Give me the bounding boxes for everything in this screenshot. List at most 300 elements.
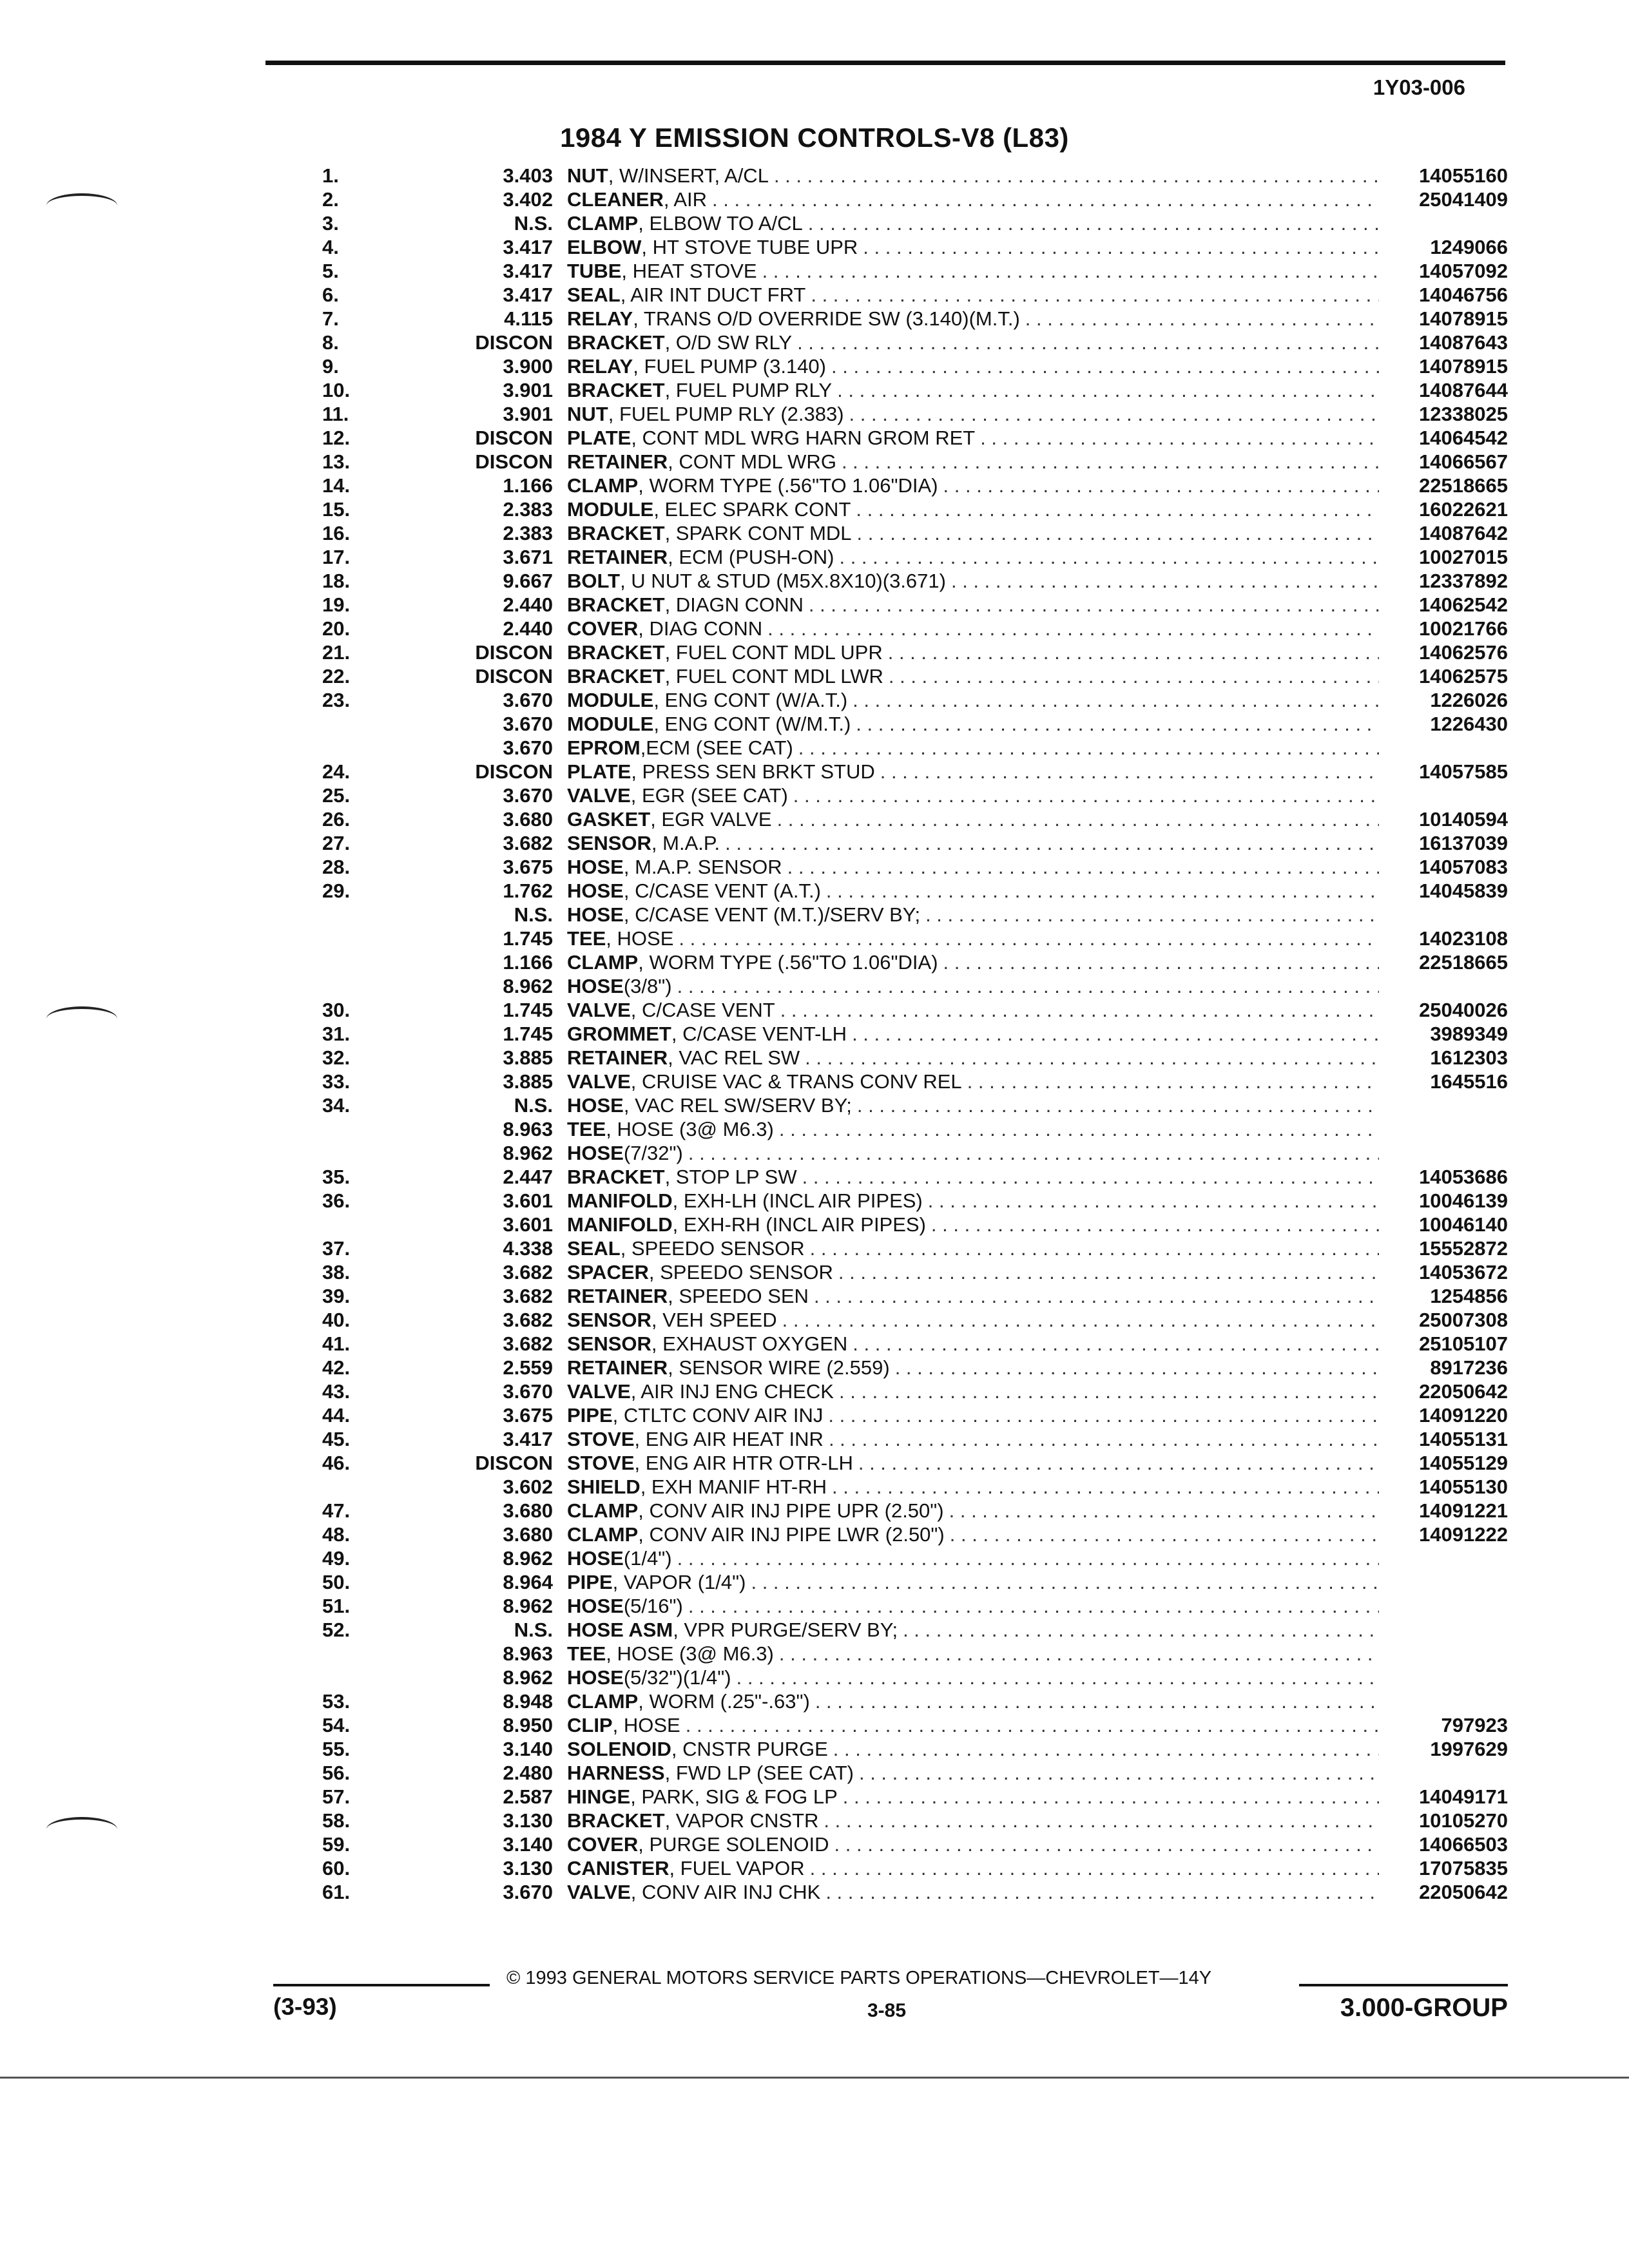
group-number: N.S. — [514, 1094, 553, 1117]
part-description — [567, 211, 1379, 235]
part-name: HOSE — [567, 1094, 624, 1117]
part-description — [567, 331, 1379, 354]
part-name: BRACKET — [567, 1166, 665, 1188]
part-name: GROMMET — [567, 1023, 671, 1045]
group-number: 3.140 — [503, 1738, 553, 1760]
table-row — [271, 617, 1508, 640]
part-detail: , HOSE — [606, 927, 674, 950]
item-number: 61. — [322, 1881, 351, 1903]
part-description — [567, 1427, 1379, 1451]
group-number: 4.115 — [504, 307, 553, 330]
table-row — [271, 521, 1508, 545]
group-number: 3.130 — [503, 1809, 553, 1832]
part-name: MANIFOLD — [567, 1189, 673, 1212]
part-detail: , FWD LP (SEE CAT) — [664, 1762, 854, 1784]
table-row — [271, 974, 1508, 998]
group-number: 3.403 — [503, 164, 553, 187]
part-name: GASKET — [567, 808, 651, 831]
part-description — [567, 1403, 1379, 1427]
part-detail: , WORM TYPE (.56"TO 1.06"DIA) — [638, 474, 938, 497]
item-number: 27. — [322, 832, 351, 854]
item-number: 1. — [322, 164, 339, 187]
part-detail: , CONV AIR INJ PIPE LWR (2.50") — [638, 1523, 945, 1546]
part-detail: , FUEL VAPOR — [669, 1857, 805, 1879]
part-detail: , O/D SW RLY — [664, 331, 793, 354]
part-number: 14078915 — [1419, 307, 1508, 330]
part-number: 14087643 — [1419, 331, 1508, 354]
table-row — [271, 927, 1508, 950]
part-name: BRACKET — [567, 665, 665, 687]
part-detail: , CONV AIR INJ CHK — [630, 1881, 821, 1903]
item-number: 57. — [322, 1785, 351, 1808]
part-description — [567, 283, 1379, 307]
part-name: CLAMP — [567, 1690, 639, 1713]
part-description — [567, 1260, 1379, 1284]
part-description — [567, 164, 1379, 187]
table-row — [271, 354, 1508, 378]
part-name: BOLT — [567, 570, 621, 592]
footer-rule-left — [273, 1984, 490, 1986]
part-number: 22050642 — [1419, 1380, 1508, 1403]
table-row — [271, 664, 1508, 688]
page-number: 3-85 — [867, 2000, 907, 2021]
item-number: 35. — [322, 1166, 351, 1188]
part-description — [567, 1308, 1379, 1332]
part-name: HINGE — [567, 1785, 631, 1808]
table-row — [271, 640, 1508, 664]
table-row — [271, 1689, 1508, 1713]
group-number: 3.675 — [503, 1404, 553, 1427]
group-number: 3.602 — [503, 1475, 553, 1498]
part-name: SENSOR — [567, 1309, 651, 1331]
part-detail: , HOSE (3@ M6.3) — [606, 1642, 774, 1665]
part-description — [567, 1189, 1379, 1213]
table-row — [271, 1832, 1508, 1856]
item-number: 10. — [322, 379, 351, 401]
table-row — [271, 1499, 1508, 1523]
group-number: 2.440 — [503, 617, 553, 640]
group-number: 8.962 — [503, 1547, 553, 1570]
part-description — [567, 998, 1379, 1022]
part-detail: , WORM (.25"-.63") — [638, 1690, 810, 1713]
table-row — [271, 211, 1508, 235]
item-number: 19. — [322, 593, 351, 616]
group-number: 3.885 — [503, 1070, 553, 1093]
margin-mark — [46, 1006, 117, 1031]
group-number: 2.447 — [503, 1166, 553, 1188]
table-row — [271, 1570, 1508, 1594]
item-number: 55. — [322, 1738, 351, 1760]
part-detail: , AIR INT DUCT FRT — [620, 284, 806, 306]
part-number: 14062575 — [1419, 665, 1508, 687]
part-description — [567, 1856, 1379, 1880]
part-description — [567, 259, 1379, 283]
table-row — [271, 760, 1508, 783]
part-name: TEE — [567, 1642, 606, 1665]
part-detail: , W/INSERT, A/CL — [608, 164, 769, 187]
part-detail: , SPEEDO SENSOR — [648, 1261, 833, 1283]
group-number: 8.962 — [503, 1666, 553, 1689]
part-name: BRACKET — [567, 1809, 665, 1832]
part-number: 14091221 — [1419, 1499, 1508, 1522]
group-number: 2.480 — [503, 1762, 553, 1784]
item-number: 18. — [322, 570, 351, 592]
part-detail: , FUEL CONT MDL UPR — [664, 641, 883, 664]
group-number: 3.682 — [503, 1332, 553, 1355]
part-detail: , PURGE SOLENOID — [638, 1833, 829, 1856]
item-number: 24. — [322, 760, 351, 783]
part-detail: (5/32")(1/4") — [623, 1666, 731, 1689]
table-row — [271, 1856, 1508, 1880]
part-detail: , DIAG CONN — [638, 617, 763, 640]
margin-mark — [46, 193, 117, 218]
part-name: PIPE — [567, 1571, 613, 1593]
part-detail: , EXH-LH (INCL AIR PIPES) — [672, 1189, 923, 1212]
table-row — [271, 1332, 1508, 1356]
part-number: 1249066 — [1430, 236, 1508, 258]
part-description — [567, 1475, 1379, 1499]
part-detail: , C/CASE VENT (M.T.)/SERV BY; — [623, 903, 921, 926]
item-number: 12. — [322, 427, 351, 449]
part-detail: , CNSTR PURGE — [671, 1738, 828, 1760]
table-row — [271, 1451, 1508, 1475]
table-row — [271, 593, 1508, 617]
part-description — [567, 1546, 1379, 1570]
table-row — [271, 164, 1508, 187]
part-detail: , M.A.P. SENSOR — [623, 856, 782, 878]
item-number: 28. — [322, 856, 351, 878]
part-name: VALVE — [567, 1380, 631, 1403]
part-detail: , VAC REL SW/SERV BY; — [623, 1094, 852, 1117]
part-detail: , FUEL PUMP RLY — [664, 379, 833, 401]
part-description — [567, 1141, 1379, 1165]
part-detail: , HT STOVE TUBE UPR — [641, 236, 858, 258]
part-detail: , HEAT STOVE — [621, 260, 757, 282]
group-number: 3.671 — [503, 546, 553, 568]
item-number: 48. — [322, 1523, 351, 1546]
part-name: EPROM — [567, 736, 641, 759]
group-number: 3.417 — [503, 236, 553, 258]
item-number: 31. — [322, 1023, 351, 1045]
part-detail: , ECM (PUSH-ON) — [668, 546, 834, 568]
part-description — [567, 1451, 1379, 1475]
table-row — [271, 1070, 1508, 1093]
part-detail: , CONT MDL WRG HARN GROM RET — [631, 427, 976, 449]
table-row — [271, 187, 1508, 211]
part-detail: , SENSOR WIRE (2.559) — [668, 1356, 890, 1379]
part-name: VALVE — [567, 999, 631, 1021]
part-description — [567, 1642, 1379, 1666]
group-number: 3.682 — [503, 1285, 553, 1307]
part-number: 17075835 — [1419, 1857, 1508, 1879]
table-row — [271, 1642, 1508, 1666]
part-detail: , WORM TYPE (.56"TO 1.06"DIA) — [638, 951, 938, 974]
part-detail: , VAPOR (1/4") — [612, 1571, 746, 1593]
part-name: RELAY — [567, 355, 633, 378]
part-number: 10027015 — [1419, 546, 1508, 568]
part-name: VALVE — [567, 784, 631, 807]
group-number: 2.383 — [503, 522, 553, 544]
part-number: 14045839 — [1419, 879, 1508, 902]
part-name: COVER — [567, 1833, 639, 1856]
part-description — [567, 1594, 1379, 1618]
group-number: 3.682 — [503, 832, 553, 854]
part-name: PLATE — [567, 760, 631, 783]
group-number: 3.680 — [503, 808, 553, 831]
part-name: RETAINER — [567, 1285, 668, 1307]
item-number: 32. — [322, 1046, 351, 1069]
part-name: CLAMP — [567, 474, 639, 497]
part-detail: , FUEL CONT MDL LWR — [664, 665, 883, 687]
item-number: 21. — [322, 641, 351, 664]
part-number: 14057083 — [1419, 856, 1508, 878]
item-number: 15. — [322, 498, 351, 521]
group-number: 2.587 — [503, 1785, 553, 1808]
part-number: 1226430 — [1430, 713, 1508, 735]
group-number: 3.417 — [503, 260, 553, 282]
part-detail: , U NUT & STUD (M5X.8X10)(3.671) — [620, 570, 946, 592]
part-description — [567, 1165, 1379, 1189]
part-number: 14087642 — [1419, 522, 1508, 544]
part-detail: , CRUISE VAC & TRANS CONV REL — [630, 1070, 962, 1093]
part-name: CLAMP — [567, 1523, 639, 1546]
item-number: 23. — [322, 689, 351, 711]
part-name: CLAMP — [567, 212, 639, 235]
part-name: MODULE — [567, 689, 654, 711]
part-number: 14049171 — [1419, 1785, 1508, 1808]
part-description — [567, 426, 1379, 450]
part-name: NUT — [567, 403, 608, 425]
part-number: 14057092 — [1419, 260, 1508, 282]
part-number: 14091220 — [1419, 1404, 1508, 1427]
part-detail: (1/4") — [623, 1547, 672, 1570]
table-row — [271, 1213, 1508, 1236]
item-number: 45. — [322, 1428, 351, 1450]
part-description — [567, 1666, 1379, 1689]
item-number: 60. — [322, 1857, 351, 1879]
table-row — [271, 545, 1508, 569]
part-description — [567, 712, 1379, 736]
group-number: 8.962 — [503, 1595, 553, 1617]
part-name: HOSE — [567, 1142, 624, 1164]
part-number: 3989349 — [1430, 1023, 1508, 1045]
table-row — [271, 1761, 1508, 1785]
part-name: STOVE — [567, 1428, 635, 1450]
part-name: HOSE — [567, 1547, 624, 1570]
part-name: HOSE — [567, 879, 624, 902]
part-number: 14055160 — [1419, 164, 1508, 187]
table-row — [271, 1022, 1508, 1046]
table-row — [271, 1189, 1508, 1213]
item-number: 50. — [322, 1571, 351, 1593]
part-detail: , VAPOR CNSTR — [664, 1809, 819, 1832]
part-description — [567, 1713, 1379, 1737]
part-description — [567, 783, 1379, 807]
item-number: 59. — [322, 1833, 351, 1856]
table-row — [271, 235, 1508, 259]
group-number: 3.675 — [503, 856, 553, 878]
group-number: 3.601 — [503, 1189, 553, 1212]
part-number: 12338025 — [1419, 403, 1508, 425]
page-title: 1984 Y EMISSION CONTROLS-V8 (L83) — [560, 122, 1069, 153]
item-number: 7. — [322, 307, 339, 330]
part-description — [567, 617, 1379, 640]
table-row — [271, 307, 1508, 331]
table-row — [271, 1737, 1508, 1761]
group-number: 1.745 — [503, 1023, 553, 1045]
part-number: 10140594 — [1419, 808, 1508, 831]
table-row — [271, 1141, 1508, 1165]
part-name: SENSOR — [567, 1332, 651, 1355]
item-number: 51. — [322, 1595, 351, 1617]
part-description — [567, 402, 1379, 426]
part-number: 16137039 — [1419, 832, 1508, 854]
part-description — [567, 593, 1379, 617]
group-number: DISCON — [475, 1452, 553, 1474]
part-description — [567, 1356, 1379, 1379]
item-number: 40. — [322, 1309, 351, 1331]
table-row — [271, 807, 1508, 831]
part-description — [567, 1236, 1379, 1260]
part-number: 14091222 — [1419, 1523, 1508, 1546]
table-row — [271, 1379, 1508, 1403]
group-label: 3.000-GROUP — [1340, 1994, 1508, 2022]
part-name: PIPE — [567, 1404, 613, 1427]
part-name: TEE — [567, 1118, 606, 1140]
part-number: 14066503 — [1419, 1833, 1508, 1856]
group-number: 3.682 — [503, 1261, 553, 1283]
part-detail: , EXH MANIF HT-RH — [640, 1475, 827, 1498]
item-number: 39. — [322, 1285, 351, 1307]
part-description — [567, 521, 1379, 545]
part-name: BRACKET — [567, 641, 665, 664]
part-name: NUT — [567, 164, 608, 187]
part-detail: , C/CASE VENT-LH — [671, 1023, 847, 1045]
item-number: 13. — [322, 450, 351, 473]
part-name: SEAL — [567, 1237, 621, 1260]
part-name: CLEANER — [567, 188, 664, 211]
item-number: 6. — [322, 284, 339, 306]
group-number: 3.670 — [503, 713, 553, 735]
part-name: BRACKET — [567, 379, 665, 401]
group-number: 2.383 — [503, 498, 553, 521]
part-detail: , SPEEDO SENSOR — [620, 1237, 805, 1260]
part-description — [567, 497, 1379, 521]
part-name: BRACKET — [567, 522, 665, 544]
group-number: 3.901 — [503, 379, 553, 401]
part-name: HOSE ASM — [567, 1619, 673, 1641]
part-detail: , FUEL PUMP RLY (2.383) — [608, 403, 844, 425]
group-number: 1.745 — [503, 927, 553, 950]
table-row — [271, 283, 1508, 307]
part-name: HOSE — [567, 975, 624, 997]
table-row — [271, 426, 1508, 450]
part-name: HOSE — [567, 856, 624, 878]
table-row — [271, 569, 1508, 593]
table-row — [271, 378, 1508, 402]
group-number: 1.166 — [503, 951, 553, 974]
group-number: DISCON — [475, 450, 553, 473]
part-name: CANISTER — [567, 1857, 670, 1879]
table-row — [271, 497, 1508, 521]
part-detail: , M.A.P. — [651, 832, 720, 854]
page-code: 1Y03-006 — [1373, 75, 1465, 99]
part-name: SHIELD — [567, 1475, 641, 1498]
part-name: CLAMP — [567, 1499, 639, 1522]
item-number: 44. — [322, 1404, 351, 1427]
part-detail: , ELEC SPARK CONT — [653, 498, 851, 521]
group-number: 3.680 — [503, 1523, 553, 1546]
table-row — [271, 1427, 1508, 1451]
part-description — [567, 640, 1379, 664]
part-name: RELAY — [567, 307, 633, 330]
part-number: 25040026 — [1419, 999, 1508, 1021]
part-name: SENSOR — [567, 832, 651, 854]
part-detail: , PARK, SIG & FOG LP — [630, 1785, 838, 1808]
part-description — [567, 927, 1379, 950]
item-number: 41. — [322, 1332, 351, 1355]
part-description — [567, 1499, 1379, 1523]
part-name: TEE — [567, 927, 606, 950]
group-number: 4.338 — [503, 1237, 553, 1260]
part-description — [567, 545, 1379, 569]
table-row — [271, 736, 1508, 760]
item-number: 4. — [322, 236, 339, 258]
part-name: SPACER — [567, 1261, 649, 1283]
table-row — [271, 855, 1508, 879]
part-name: HOSE — [567, 903, 624, 926]
bottom-rule — [0, 2077, 1629, 2079]
part-description — [567, 1117, 1379, 1141]
part-description — [567, 1832, 1379, 1856]
group-number: 8.963 — [503, 1642, 553, 1665]
part-detail: , HOSE (3@ M6.3) — [606, 1118, 774, 1140]
part-description — [567, 1618, 1379, 1642]
part-detail: , HOSE — [612, 1714, 680, 1736]
item-number: 54. — [322, 1714, 351, 1736]
part-detail: , FUEL PUMP (3.140) — [633, 355, 826, 378]
item-number: 58. — [322, 1809, 351, 1832]
group-number: 8.962 — [503, 1142, 553, 1164]
group-number: 3.682 — [503, 1309, 553, 1331]
part-description — [567, 1809, 1379, 1832]
part-detail: (3/8") — [623, 975, 672, 997]
item-number: 20. — [322, 617, 351, 640]
part-number: 14078915 — [1419, 355, 1508, 378]
item-number: 5. — [322, 260, 339, 282]
group-number: 9.667 — [503, 570, 553, 592]
part-number: 12337892 — [1419, 570, 1508, 592]
table-row — [271, 688, 1508, 712]
part-detail: , ENG AIR HEAT INR — [634, 1428, 824, 1450]
table-row — [271, 1117, 1508, 1141]
part-detail: , AIR — [663, 188, 708, 211]
group-number: 3.670 — [503, 736, 553, 759]
part-description — [567, 879, 1379, 903]
table-row — [271, 998, 1508, 1022]
parts-table — [271, 164, 1508, 1904]
part-number: 14046756 — [1419, 284, 1508, 306]
table-row — [271, 1284, 1508, 1308]
table-row — [271, 1880, 1508, 1904]
part-description — [567, 855, 1379, 879]
group-number: 8.964 — [503, 1571, 553, 1593]
part-name: TUBE — [567, 260, 622, 282]
group-number: N.S. — [514, 903, 553, 926]
item-number: 43. — [322, 1380, 351, 1403]
part-description — [567, 1785, 1379, 1809]
part-detail: (7/32") — [623, 1142, 683, 1164]
